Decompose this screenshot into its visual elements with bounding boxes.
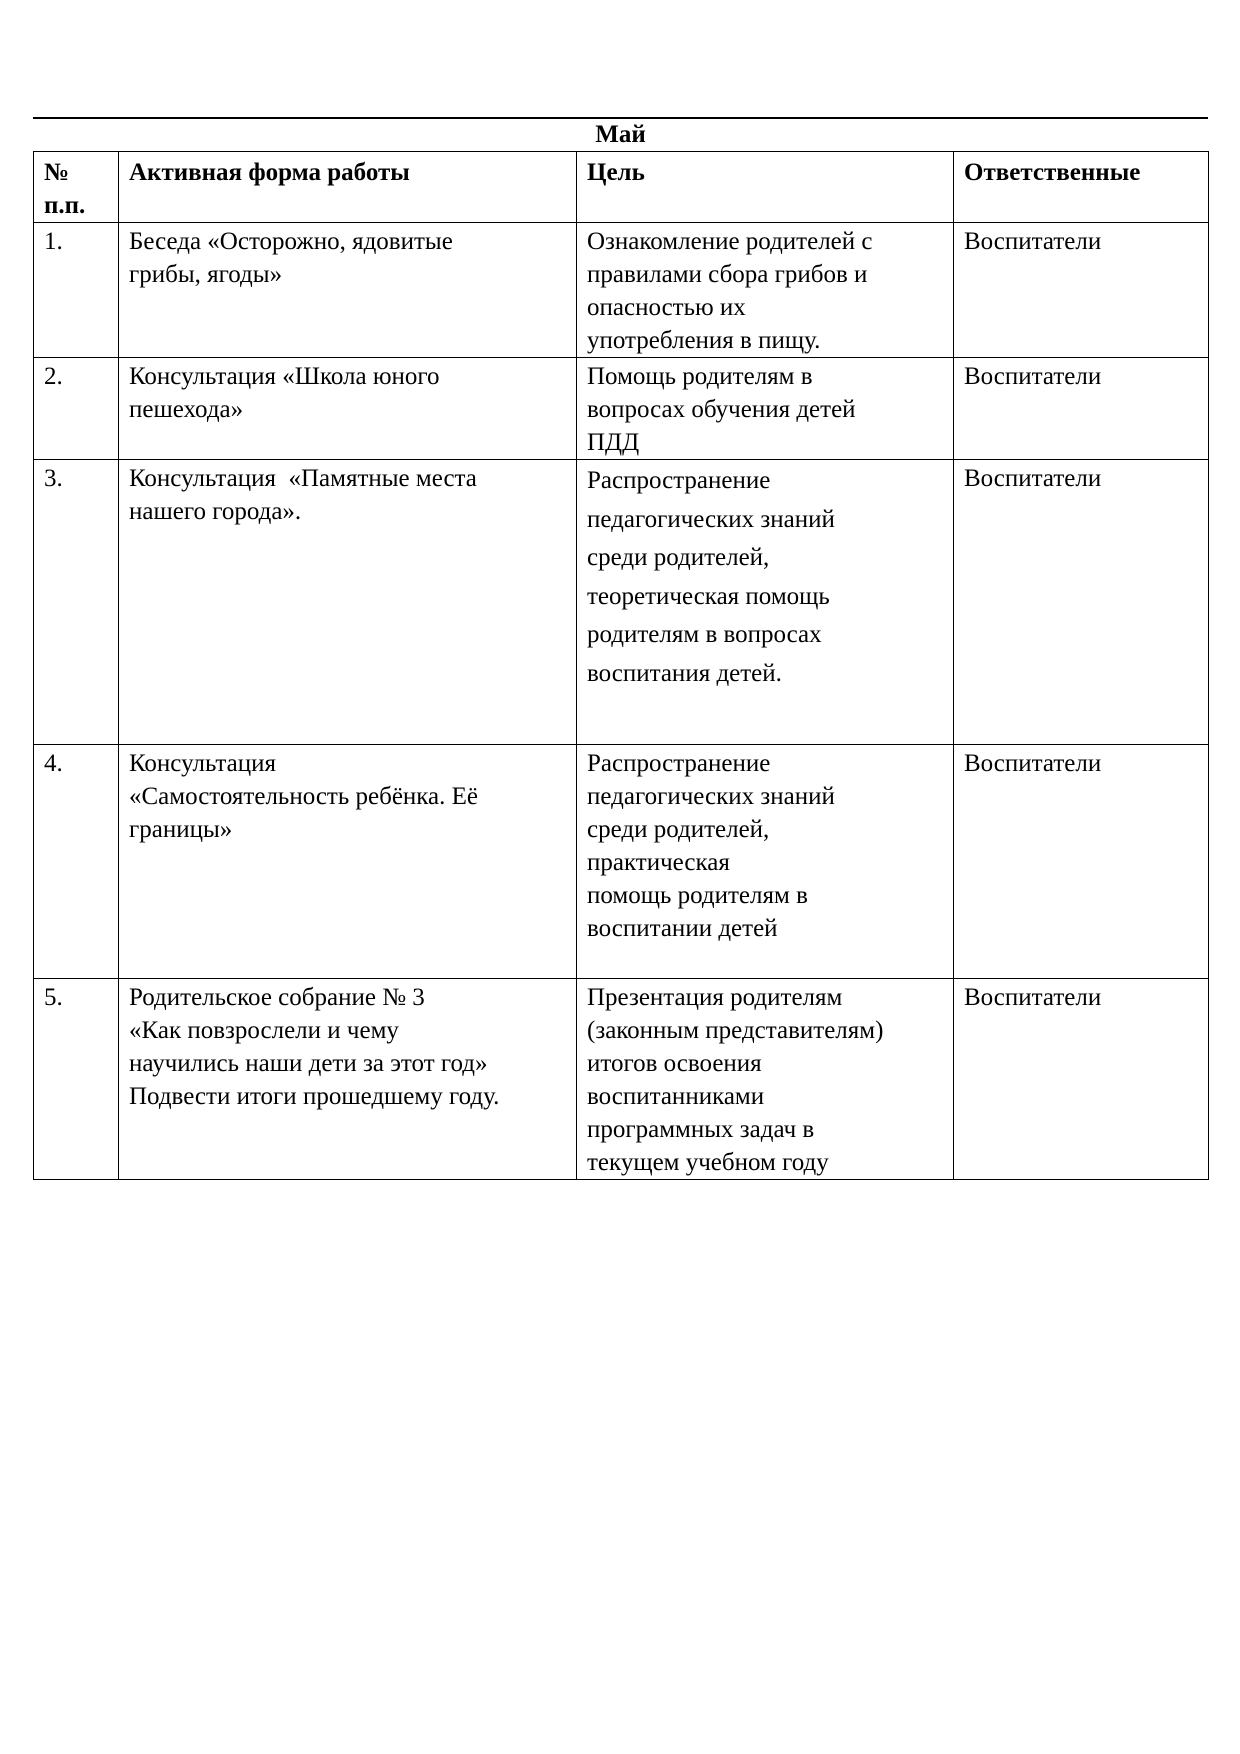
text-line: Консультация «Памятные места: [129, 465, 477, 492]
text-line: опасностью их: [587, 294, 746, 321]
text-line: Помощь родителям в: [587, 363, 813, 390]
text-line: текущем учебном году: [587, 1149, 829, 1176]
text-line: границы»: [129, 816, 233, 843]
text-line: среди родителей,: [587, 816, 770, 843]
text-line: теоретическая помощь: [587, 582, 830, 610]
text-line: Презентация родителям: [587, 984, 843, 1011]
text-line: педагогических знаний: [587, 505, 835, 533]
text-line: нашего города».: [129, 498, 302, 525]
row-form: [119, 745, 577, 979]
row-number: 2.: [34, 358, 119, 460]
row-goal: [577, 979, 954, 1180]
text-line: Консультация «Школа юного: [129, 363, 440, 390]
text-line: Консультация: [129, 750, 276, 777]
text-line: Ознакомление родителей с: [587, 228, 873, 255]
table-header-row: [34, 152, 1209, 223]
column-header-number: [34, 152, 119, 223]
page-title: Май: [595, 121, 646, 148]
text-line: научились наши дети за этот год»: [129, 1050, 488, 1077]
table-row: [34, 979, 1209, 1180]
row-goal: [577, 745, 954, 979]
text-line: итогов освоения: [587, 1050, 762, 1077]
table-row: [34, 358, 1209, 460]
row-goal: [577, 223, 954, 358]
text-line: Распространение: [587, 467, 771, 494]
row-responsible: Воспитатели: [954, 745, 1209, 979]
header-number-line: п.п.: [44, 192, 86, 219]
row-number: 3.: [34, 460, 119, 745]
text-line: практическая: [587, 849, 730, 876]
row-responsible: Воспитатели: [954, 460, 1209, 745]
text-line: Распространение: [587, 750, 771, 777]
text-line: (законным представителям): [587, 1017, 884, 1044]
row-responsible: Воспитатели: [954, 979, 1209, 1180]
text-line: вопросах обучения детей: [587, 396, 856, 423]
text-line: Подвести итоги прошедшему году.: [129, 1083, 500, 1110]
text-line: «Как повзрослели и чему: [129, 1017, 399, 1044]
text-line: воспитании детей: [587, 915, 778, 942]
text-line: помощь родителям в: [587, 882, 808, 909]
column-header-form: Активная форма работы: [119, 152, 577, 223]
text-line: воспитания детей.: [587, 659, 782, 687]
column-header-responsible: Ответственные: [954, 152, 1209, 223]
text-line: правилами сбора грибов и: [587, 261, 868, 288]
text-line: родителям в вопросах: [587, 621, 822, 648]
row-number: 5.: [34, 979, 119, 1180]
text-line: Родительское собрание № 3: [129, 984, 425, 1011]
column-header-goal: Цель: [577, 152, 954, 223]
row-goal: [577, 460, 954, 745]
row-form: [119, 223, 577, 358]
row-responsible: Воспитатели: [954, 358, 1209, 460]
text-line: программных задач в: [587, 1116, 815, 1143]
text-line: грибы, ягоды»: [129, 261, 283, 288]
table-row: [34, 745, 1209, 979]
text-line: среди родителей,: [587, 544, 770, 571]
row-number: 1.: [34, 223, 119, 358]
table-row: [34, 223, 1209, 358]
row-form: [119, 460, 577, 745]
text-line: употребления в пищу.: [587, 327, 821, 354]
text-line: ПДД: [587, 429, 640, 456]
plan-table: [33, 151, 1209, 1180]
row-goal: [577, 358, 954, 460]
row-form: [119, 979, 577, 1180]
row-number: 4.: [34, 745, 119, 979]
header-number-line: №: [44, 159, 70, 186]
table-row: [34, 460, 1209, 745]
text-line: «Самостоятельность ребёнка. Её: [129, 783, 479, 810]
row-form: [119, 358, 577, 460]
text-line: пешехода»: [129, 396, 244, 423]
text-line: Беседа «Осторожно, ядовитые: [129, 228, 453, 255]
text-line: педагогических знаний: [587, 783, 835, 810]
row-responsible: Воспитатели: [954, 223, 1209, 358]
text-line: воспитанниками: [587, 1083, 765, 1110]
